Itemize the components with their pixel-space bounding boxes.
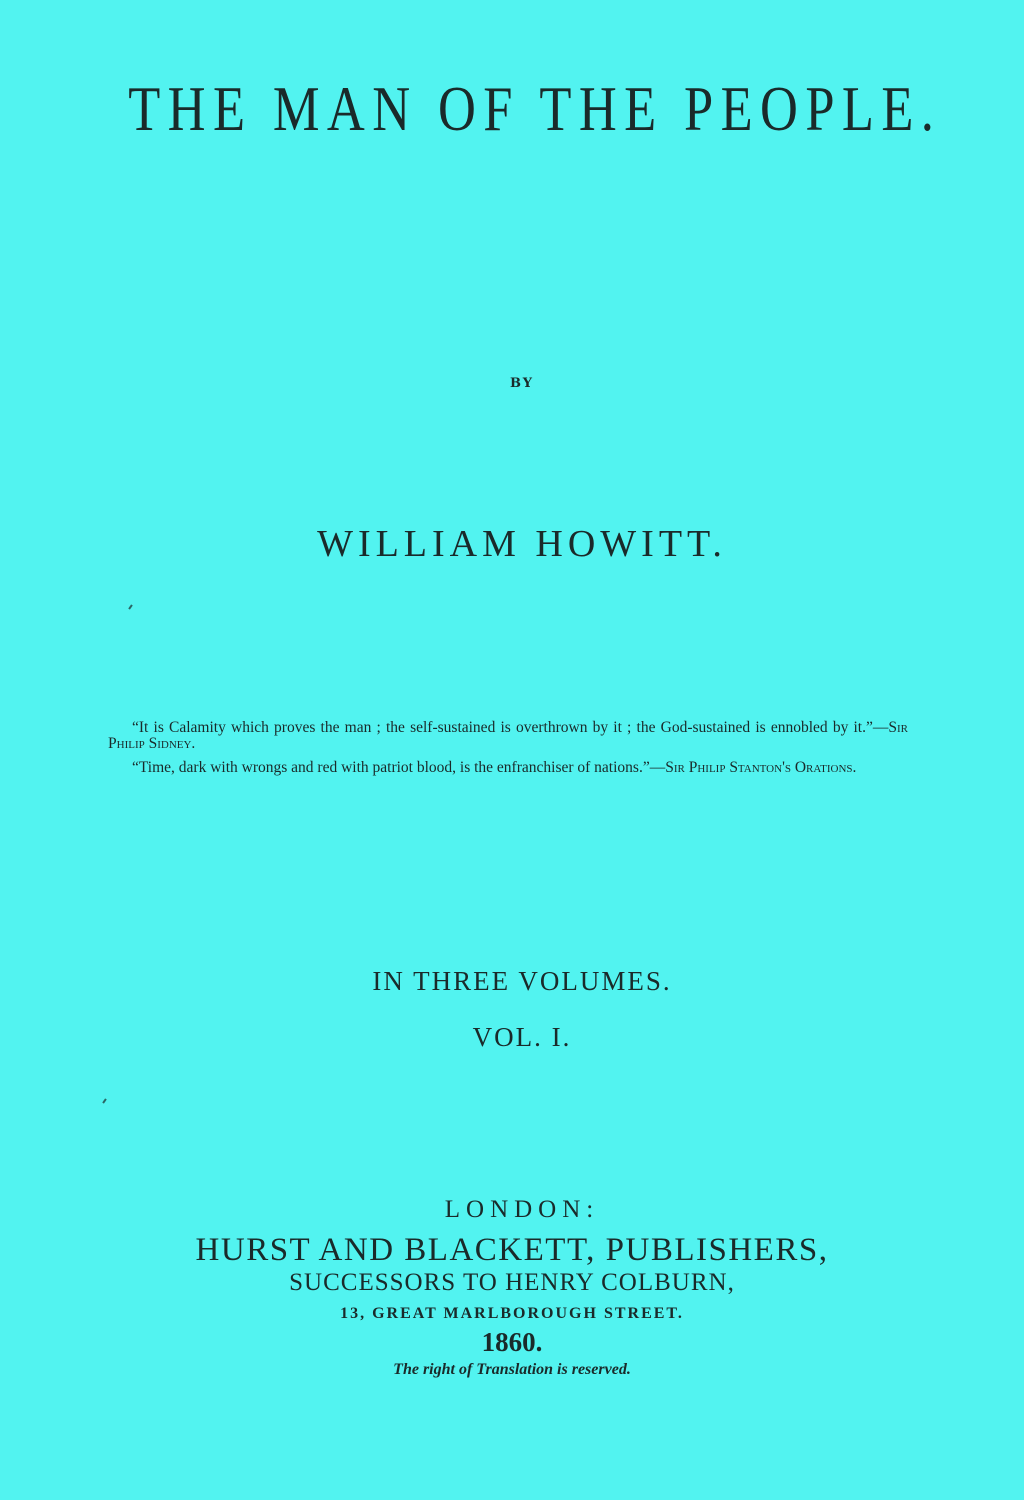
volumes-note: IN THREE VOLUMES. <box>372 966 672 996</box>
epigraph-1-attribution: Sir Philip Sidney. <box>108 719 908 752</box>
author-name: WILLIAM HOWITT. <box>317 523 727 565</box>
imprint-address: 13, GREAT MARLBOROUGH STREET. <box>340 1305 684 1322</box>
epigraph-2 <box>108 760 908 776</box>
epigraph-2-quote: “Time, dark with wrongs and red with patriot blood, is the enfranchiser of nations.”— <box>132 759 666 776</box>
imprint-publisher: HURST AND BLACKETT, PUBLISHERS, <box>195 1232 829 1268</box>
epigraph-1 <box>108 720 908 752</box>
rights-notice: The right of Translation is reserved. <box>393 1361 631 1378</box>
imprint-city: LONDON: <box>444 1196 600 1223</box>
epigraphs <box>108 720 908 784</box>
book-title: THE MAN OF THE PEOPLE. <box>128 73 942 144</box>
epigraph-2-attribution: Sir Philip Stanton's Orations. <box>665 759 857 776</box>
epigraph-1-quote: “It is Calamity which proves the man ; the self-sustained is overthrown by it ; the God-sustained is ennobled by it.”— <box>132 719 889 736</box>
print-speck <box>102 1098 107 1103</box>
imprint-year: 1860. <box>481 1327 543 1357</box>
imprint-successors: SUCCESSORS TO HENRY COLBURN, <box>289 1269 735 1296</box>
print-speck <box>128 604 133 609</box>
by-line: BY <box>509 376 535 391</box>
volume-number: VOL. I. <box>472 1022 572 1052</box>
